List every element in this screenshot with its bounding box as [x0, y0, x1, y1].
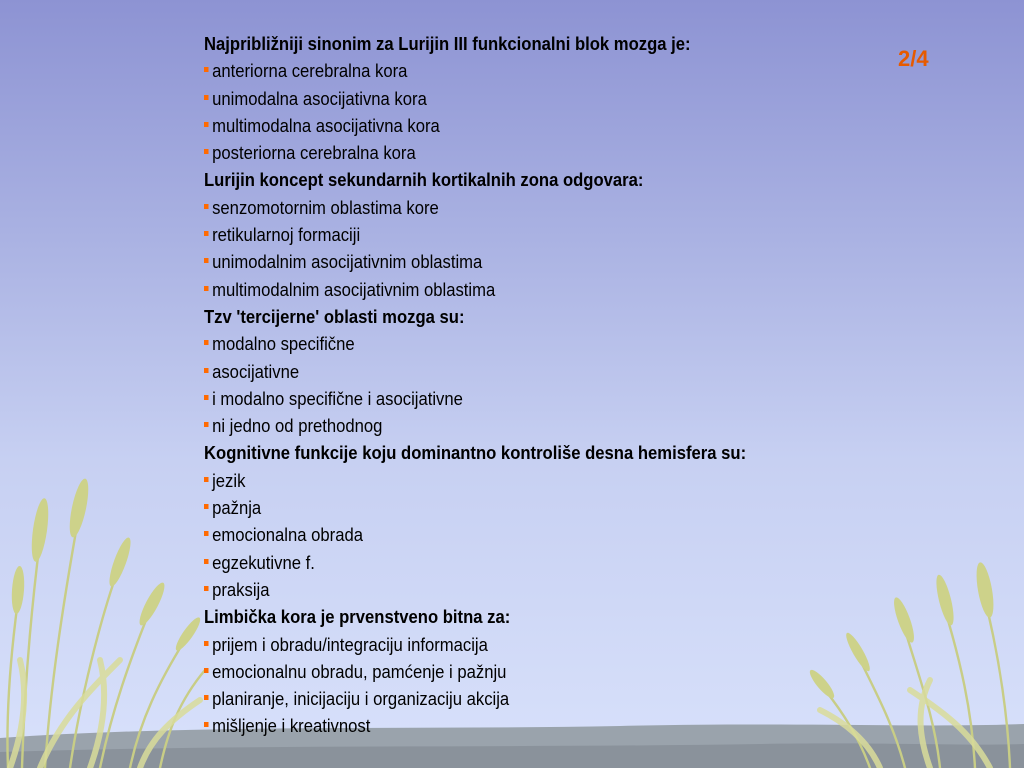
option-text: emocionalna obrada: [212, 524, 363, 546]
option-text: i modalno specifične i asocijativne: [212, 387, 463, 409]
option-text: anteriorna cerebralna kora: [212, 60, 408, 82]
question-1: Najpribližniji sinonim za Lurijin III funkcionalni blok mozga je:: [204, 33, 691, 54]
question-1-option-1: [204, 57, 888, 84]
option-text: posteriorna cerebralna kora: [212, 142, 416, 164]
option-text: emocionalnu obradu, pamćenje i pažnju: [212, 660, 507, 682]
question-2-option-1: [204, 194, 888, 221]
option-text: modalno specifične: [212, 333, 355, 355]
bullet-icon: [204, 340, 209, 345]
option-text: senzomotornim oblastima kore: [212, 196, 439, 218]
option-text: planiranje, inicijaciju i organizaciju akcija: [212, 688, 510, 710]
bullet-icon: [204, 422, 209, 427]
bullet-icon: [204, 286, 209, 291]
option-text: egzekutivne f.: [212, 551, 315, 573]
option-text: mišljenje i kreativnost: [212, 715, 371, 737]
bullet-icon: [204, 231, 209, 236]
option-text: multimodalna asocijativna kora: [212, 114, 440, 136]
question-3: Tzv 'tercijerne' oblasti mozga su:: [204, 305, 465, 327]
question-1-option-3: [204, 112, 888, 139]
bullet-icon: [204, 67, 209, 72]
question-3-option-2: [204, 358, 888, 385]
bullet-icon: [204, 258, 209, 263]
question-4-option-2: [204, 494, 888, 521]
question-5-option-2: [204, 658, 888, 685]
bullet-icon: [204, 641, 209, 646]
bullet-icon: [204, 531, 209, 536]
question-2: Lurijin koncept sekundarnih kortikalnih zona odgovara:: [204, 169, 644, 191]
option-text: praksija: [212, 578, 270, 600]
bullet-icon: [204, 504, 209, 509]
question-1-option-4: [204, 139, 888, 166]
question-4-option-1: [204, 467, 888, 494]
question-4-option-3: [204, 521, 888, 548]
bullet-icon: [204, 477, 209, 482]
question-5: Limbička kora je prvenstveno bitna za:: [204, 606, 511, 628]
question-2-option-4: [204, 276, 888, 303]
page-indicator: 2/4: [898, 46, 929, 71]
option-text: asocijativne: [212, 360, 300, 382]
bullet-icon: [204, 368, 209, 373]
bullet-icon: [204, 204, 209, 209]
question-3-option-4: [204, 412, 888, 439]
option-text: prijem i obradu/integraciju informacija: [212, 633, 488, 655]
question-5-option-3: [204, 685, 888, 712]
option-text: pažnja: [212, 497, 262, 519]
option-text: unimodalna asocijativna kora: [212, 87, 427, 109]
question-2-option-3: [204, 248, 888, 275]
option-text: retikularnoj formaciji: [212, 224, 361, 246]
question-3-option-3: [204, 385, 888, 412]
question-3-option-1: [204, 330, 888, 357]
question-5-option-1: [204, 631, 888, 658]
bullet-icon: [204, 149, 209, 154]
option-text: ni jedno od prethodnog: [212, 415, 383, 437]
option-text: multimodalnim asocijativnim oblastima: [212, 278, 496, 300]
question-4: Kognitivne funkcije koju dominantno kontroliše desna hemisfera su:: [204, 442, 747, 464]
bullet-icon: [204, 722, 209, 727]
bullet-icon: [204, 559, 209, 564]
option-text: jezik: [212, 469, 246, 491]
quiz-content: [204, 30, 964, 740]
question-1-option-2: [204, 85, 888, 112]
question-4-option-5: [204, 576, 888, 603]
bullet-icon: [204, 395, 209, 400]
bullet-icon: [204, 695, 209, 700]
bullet-icon: [204, 586, 209, 591]
bullet-icon: [204, 668, 209, 673]
question-4-option-4: [204, 549, 888, 576]
bullet-icon: [204, 95, 209, 100]
option-text: unimodalnim asocijativnim oblastima: [212, 251, 483, 273]
question-5-option-4: [204, 712, 888, 739]
bullet-icon: [204, 122, 209, 127]
question-2-option-2: [204, 221, 888, 248]
